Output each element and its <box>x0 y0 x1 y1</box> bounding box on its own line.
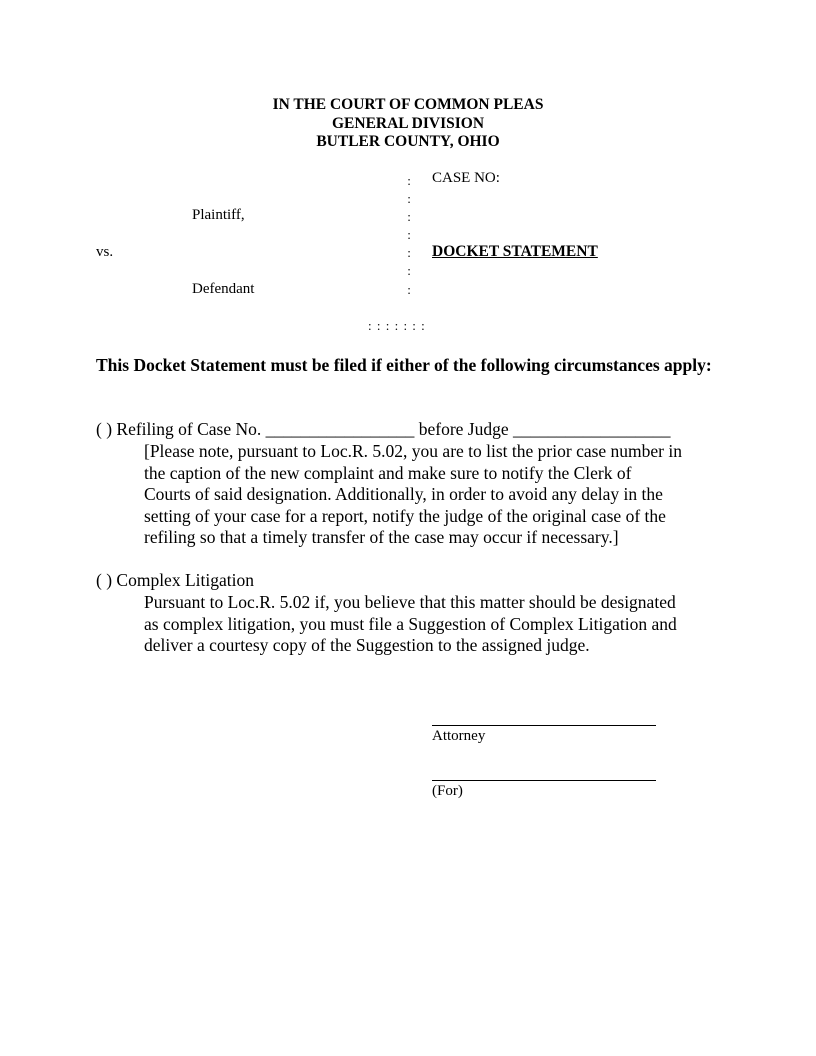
complex-note-line: Pursuant to Loc.R. 5.02 if, you believe that this matter should be designated <box>144 592 676 612</box>
caption-colon: : <box>407 173 411 188</box>
refiling-note-line: refiling so that a timely transfer of the case may occur if necessary.] <box>144 527 619 547</box>
instructions: This Docket Statement must be filed if either of the following circumstances apply: <box>96 355 712 375</box>
caption-colon: : <box>407 263 411 278</box>
vs-label: vs. <box>96 244 114 260</box>
for-label: (For) <box>432 783 463 799</box>
refiling-note-line: setting of your case for a report, notify the judge of the original case of the <box>144 505 666 526</box>
refiling-note-line: Courts of said designation. Additionally, in order to avoid any delay in the <box>144 484 663 504</box>
plaintiff-label: Plaintiff, <box>192 207 245 223</box>
complex-note-line: as complex litigation, you must file a Suggestion of Complex Litigation and <box>144 613 677 634</box>
refiling-note <box>144 441 724 549</box>
refiling-heading: Refiling of Case No. _________________ before Judge __________________ <box>116 419 671 439</box>
caption-colon: : <box>407 209 411 224</box>
caption-colon: : <box>407 245 411 260</box>
attorney-signature-line[interactable] <box>432 725 656 726</box>
complex-checkbox[interactable]: ( ) <box>96 570 113 590</box>
refiling-option <box>96 419 671 441</box>
caption-separator: : : : : : : : <box>368 318 426 333</box>
court-name: IN THE COURT OF COMMON PLEAS <box>272 96 544 113</box>
court-county: BUTLER COUNTY, OHIO <box>316 133 500 150</box>
court-division: GENERAL DIVISION <box>331 114 485 132</box>
caption-colon: : <box>407 227 411 242</box>
refiling-note-line: the caption of the new complaint and make sure to notify the Clerk of <box>144 462 632 483</box>
court-header <box>0 96 816 152</box>
case-no-label: CASE NO: <box>432 170 500 186</box>
docket-title: DOCKET STATEMENT <box>432 243 598 260</box>
complex-note <box>144 592 724 657</box>
defendant-label: Defendant <box>192 281 255 297</box>
refiling-note-line: [Please note, pursuant to Loc.R. 5.02, you are to list the prior case number in <box>144 441 682 461</box>
complex-note-line: deliver a courtesy copy of the Suggestion to the assigned judge. <box>144 635 590 655</box>
attorney-label: Attorney <box>432 728 486 744</box>
caption-colon: : <box>407 282 411 297</box>
refiling-checkbox[interactable]: ( ) <box>96 419 113 439</box>
for-signature-line[interactable] <box>432 780 656 781</box>
complex-heading: Complex Litigation <box>116 570 254 590</box>
complex-option <box>96 570 254 592</box>
caption-colon: : <box>407 191 411 206</box>
